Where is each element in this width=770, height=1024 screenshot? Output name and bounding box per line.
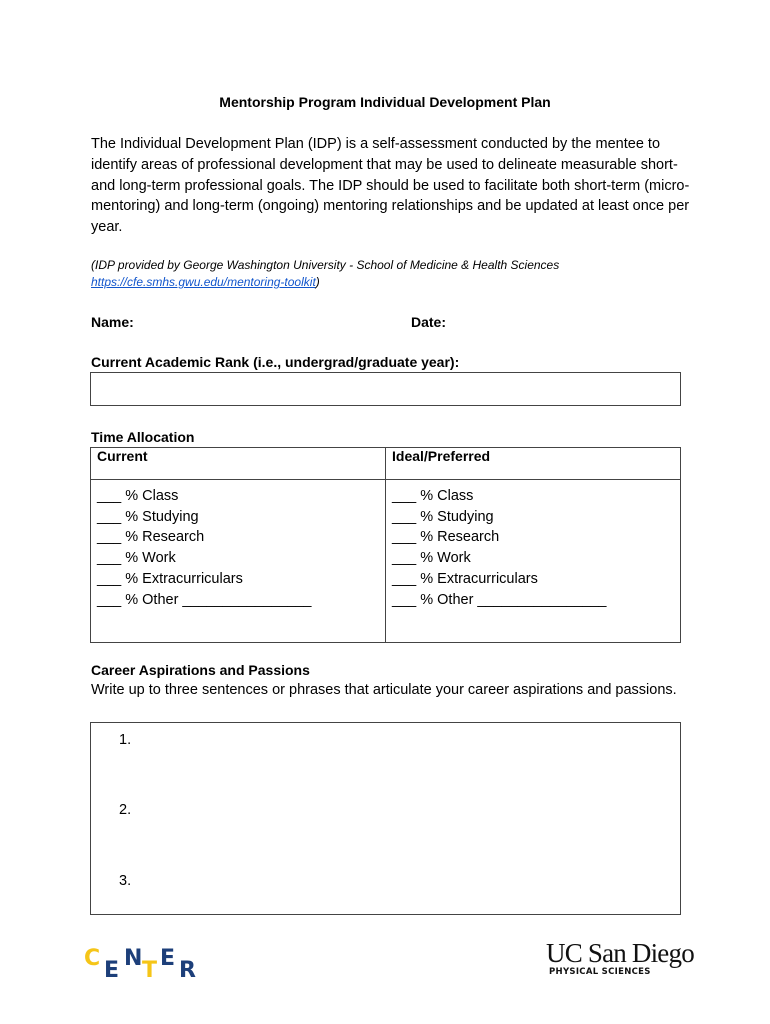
list-item: ___ % Other ________________: [97, 591, 312, 608]
logo-letter: N: [124, 946, 143, 971]
time-allocation-table: [90, 447, 681, 643]
logo-letter: E: [104, 958, 120, 983]
list-item: ___ % Extracurriculars: [392, 570, 538, 587]
career-aspirations-input[interactable]: [90, 722, 681, 915]
career-heading: Career Aspirations and Passions: [91, 662, 310, 678]
credit-suffix: ): [315, 275, 320, 289]
list-item: ___ % Studying: [392, 508, 494, 525]
career-item-1: 1.: [119, 732, 132, 748]
list-item: ___ % Class: [392, 488, 474, 504]
date-label: Date:: [411, 314, 447, 330]
logo-letter: R: [179, 958, 196, 983]
name-label: Name:: [91, 314, 134, 330]
credit-prefix: (IDP provided by George Washington University - School of Medicine & Health Sciences: [91, 258, 560, 272]
academic-rank-input[interactable]: [90, 372, 681, 406]
ucsd-wordmark: UC San Diego: [546, 938, 694, 968]
center-logo: [84, 942, 204, 982]
career-description: Write up to three sentences or phrases that articulate your career aspirations and passions.: [91, 682, 677, 698]
ucsd-logo: [546, 938, 696, 977]
career-item-2: 2.: [119, 802, 132, 818]
intro-paragraph: The Individual Development Plan (IDP) is a self-assessment conducted by the mentee to identify areas of professional development that may be used to delineate measurable short- and long-term professional goals. The IDP should be used to facilitate both short-term (micro-mentoring) and long-term (ongoing) mentoring relationships and be updated at least once per year.: [91, 136, 690, 236]
time-allocation-heading: Time Allocation: [91, 429, 195, 445]
page-title: Mentorship Program Individual Development Plan: [219, 94, 551, 110]
career-item-3: 3.: [119, 873, 132, 889]
ideal-column-header: Ideal/Preferred: [386, 448, 681, 480]
current-allocation-cell[interactable]: [91, 480, 386, 643]
ideal-allocation-cell[interactable]: [386, 480, 681, 643]
logo-letter: C: [84, 946, 101, 971]
current-column-header: Current: [91, 448, 386, 480]
academic-rank-label: Current Academic Rank (i.e., undergrad/graduate year):: [91, 354, 460, 370]
list-item: ___ % Studying: [97, 508, 199, 525]
logo-letter: T: [142, 958, 158, 983]
ucsd-subtitle: PHYSICAL SCIENCES: [549, 967, 651, 977]
list-item: ___ % Work: [97, 550, 176, 567]
credit-note: [91, 257, 691, 291]
list-item: ___ % Research: [97, 529, 205, 546]
list-item: ___ % Research: [392, 529, 500, 546]
list-item: ___ % Class: [97, 488, 179, 504]
logo-letter: E: [160, 946, 176, 971]
mentoring-toolkit-link[interactable]: https://cfe.smhs.gwu.edu/mentoring-toolkit: [91, 275, 316, 289]
list-item: ___ % Extracurriculars: [97, 570, 243, 587]
list-item: ___ % Other ________________: [392, 591, 607, 608]
list-item: ___ % Work: [392, 550, 471, 567]
